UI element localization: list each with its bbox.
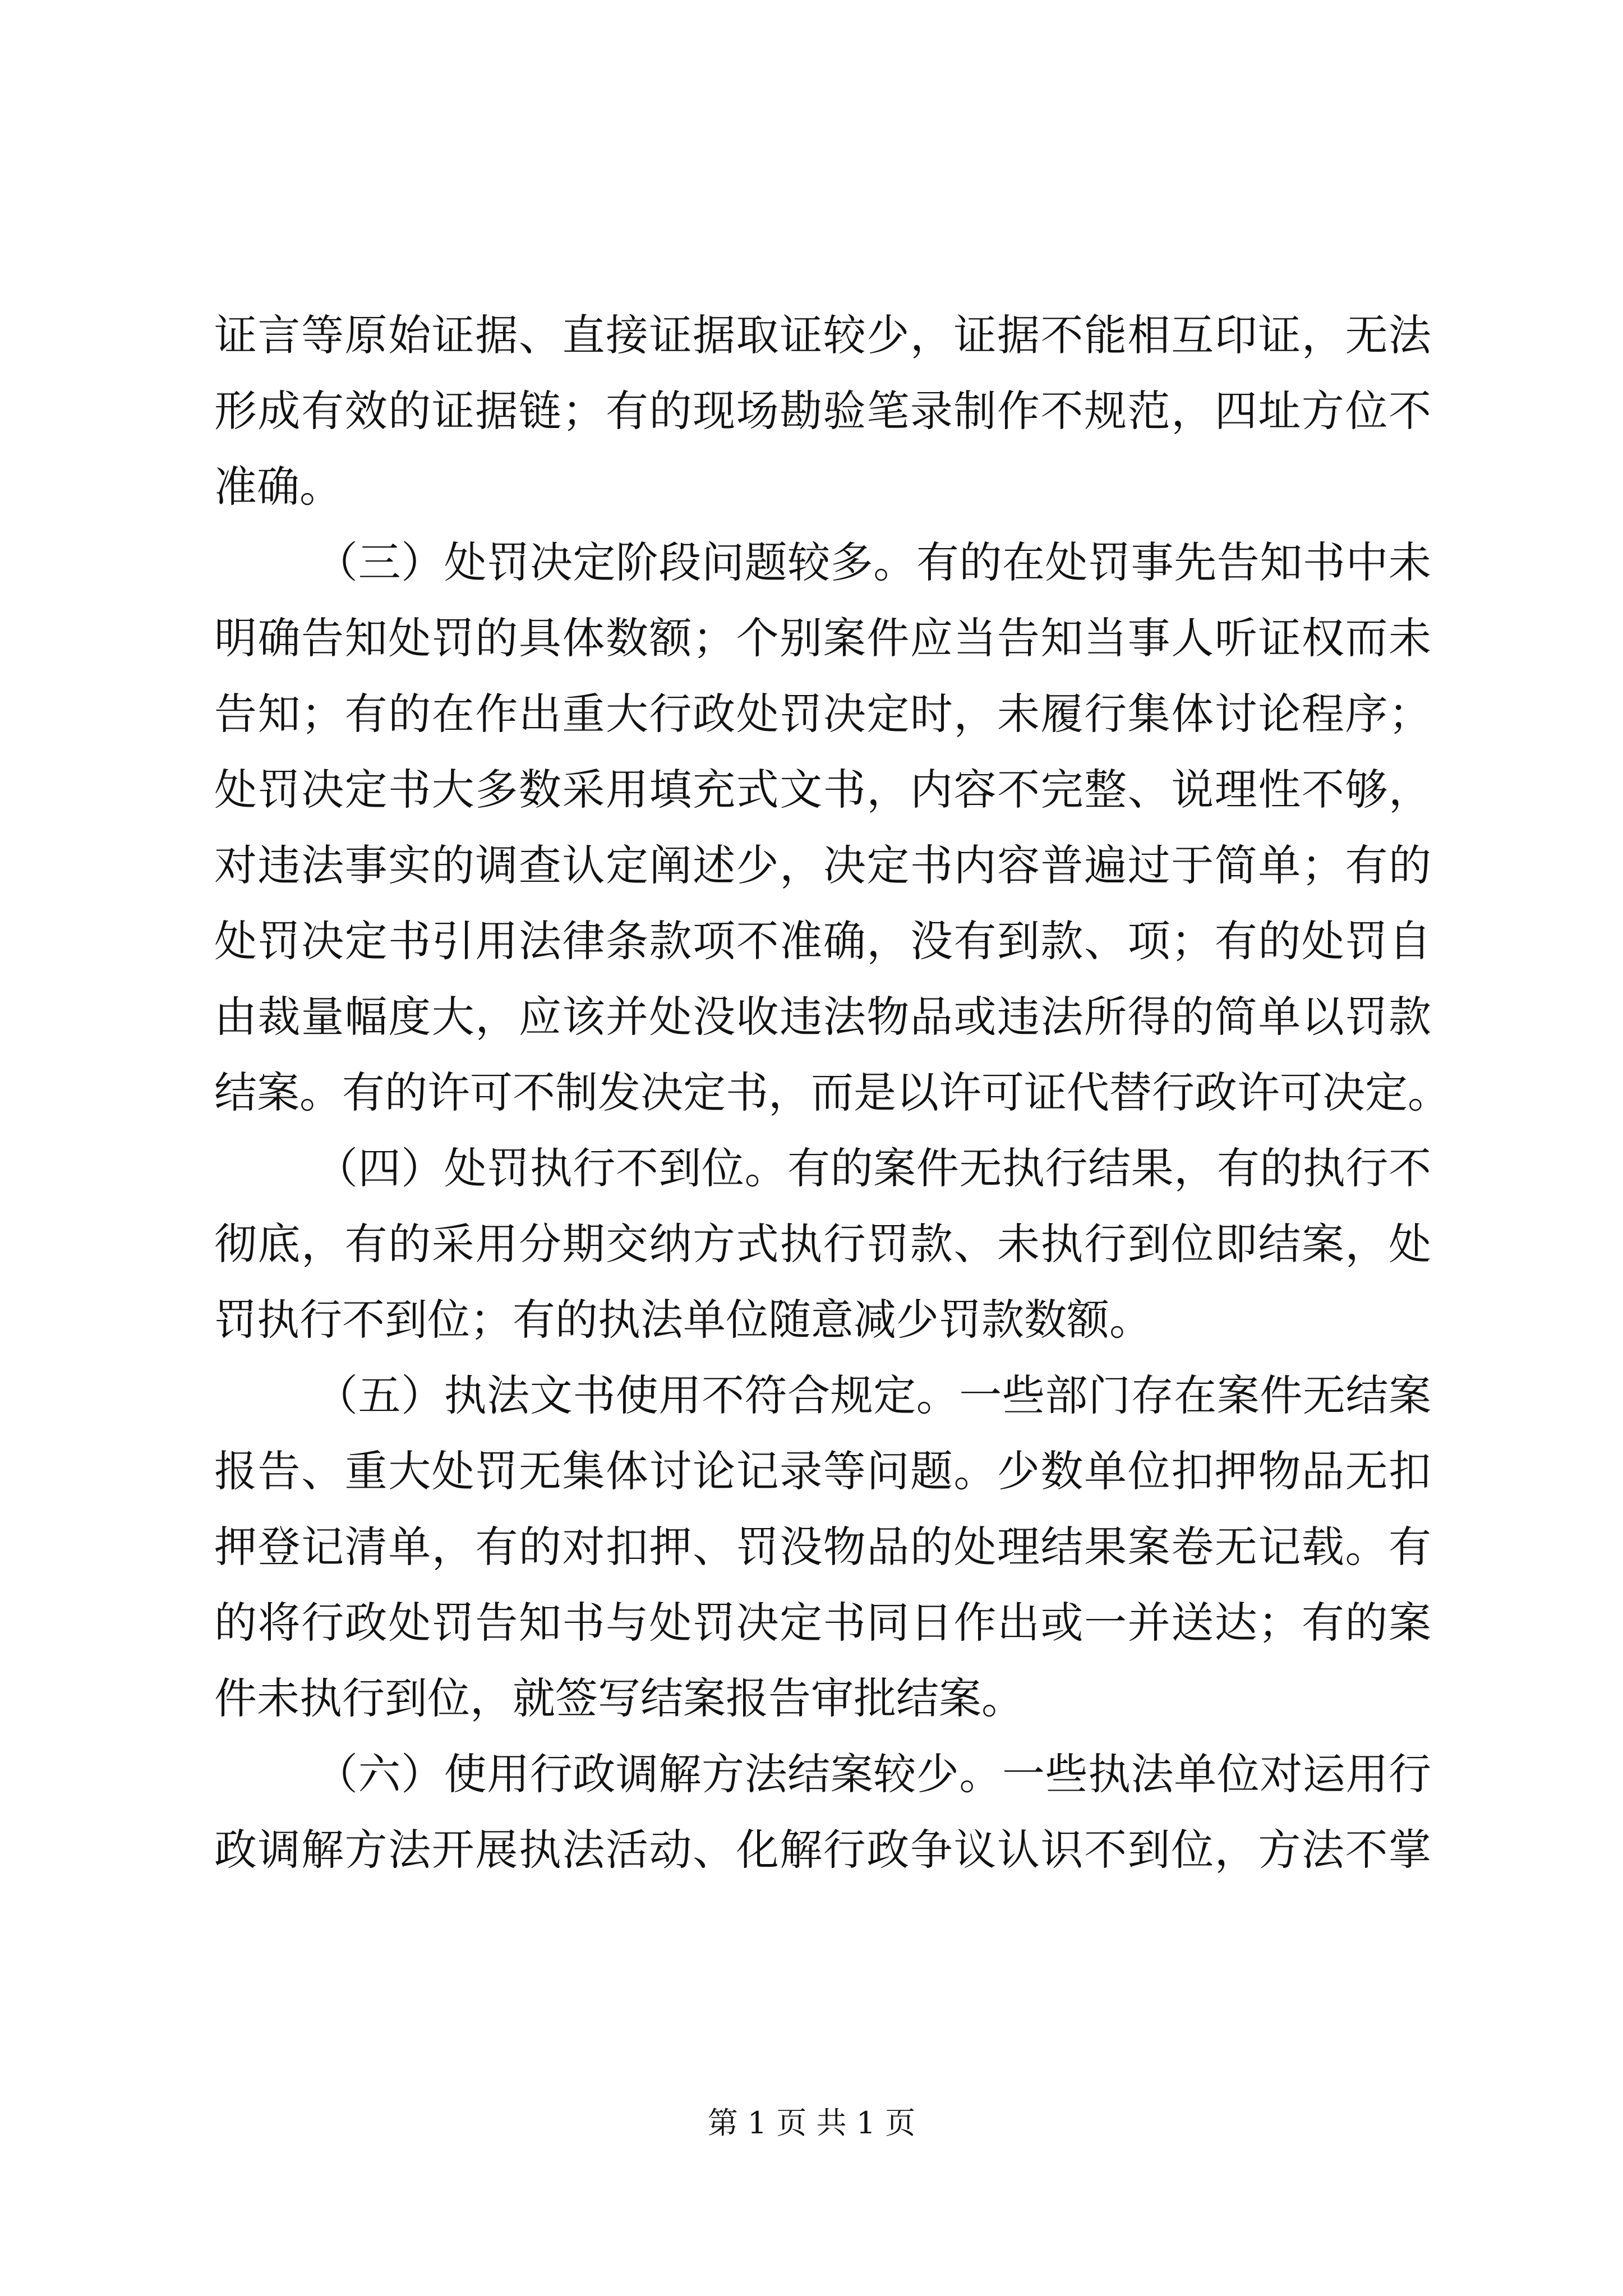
- text-line: 形成有效的证据链；有的现场勘验笔录制作不规范，四址方位不: [214, 386, 1431, 436]
- text-line: （四）处罚执行不到位。有的案件无执行结果，有的执行不: [315, 1143, 1431, 1193]
- text-line: （六）使用行政调解方法结案较少。一些执法单位对运用行: [315, 1749, 1431, 1799]
- text-line: 处罚决定书大多数采用填充式文书，内容不完整、说理性不够，: [214, 765, 1431, 815]
- page-number-footer: 第 1 页 共 1 页: [707, 2105, 916, 2141]
- text-line: 准确。: [214, 462, 342, 512]
- text-line: 件未执行到位，就签写结案报告审批结案。: [214, 1673, 1024, 1723]
- text-line: 证言等原始证据、直接证据取证较少，证据不能相互印证，无法: [214, 310, 1431, 360]
- paragraph-administrative-mediation: [214, 1736, 1431, 1888]
- text-line: 由裁量幅度大，应该并处没收违法物品或违法所得的简单以罚款: [214, 992, 1431, 1042]
- text-line: （五）执法文书使用不符合规定。一些部门存在案件无结案: [315, 1370, 1431, 1420]
- text-line: 彻底，有的采用分期交纳方式执行罚款、未执行到位即结案，处: [214, 1219, 1431, 1269]
- text-line: 政调解方法开展执法活动、化解行政争议认识不到位，方法不掌: [214, 1825, 1431, 1875]
- text-line: 罚执行不到位；有的执法单位随意减少罚款数额。: [214, 1295, 1152, 1345]
- paragraph-enforcement-documents: [214, 1358, 1431, 1736]
- paragraph-penalty-execution: [214, 1130, 1431, 1358]
- text-line: （三）处罚决定阶段问题较多。有的在处罚事先告知书中未: [315, 537, 1431, 587]
- text-line: 的将行政处罚告知书与处罚决定书同日作出或一并送达；有的案: [214, 1598, 1431, 1648]
- text-line: 告知；有的在作出重大行政处罚决定时，未履行集体讨论程序；: [214, 689, 1431, 739]
- text-line: 对违法事实的调查认定阐述少，决定书内容普遍过于简单；有的: [214, 840, 1431, 890]
- paragraph-penalty-decision: [214, 524, 1450, 1130]
- text-line: 处罚决定书引用法律条款项不准确，没有到款、项；有的处罚自: [214, 916, 1431, 966]
- document-body: [214, 297, 1450, 1888]
- text-line: 结案。有的许可不制发决定书，而是以许可证代替行政许可决定。: [214, 1068, 1450, 1117]
- text-line: 明确告知处罚的具体数额；个别案件应当告知当事人听证权而未: [214, 613, 1431, 663]
- paragraph-evidence-continuation: [214, 297, 1431, 524]
- text-line: 押登记清单，有的对扣押、罚没物品的处理结果案卷无记载。有: [214, 1522, 1431, 1572]
- text-line: 报告、重大处罚无集体讨论记录等问题。少数单位扣押物品无扣: [214, 1446, 1431, 1496]
